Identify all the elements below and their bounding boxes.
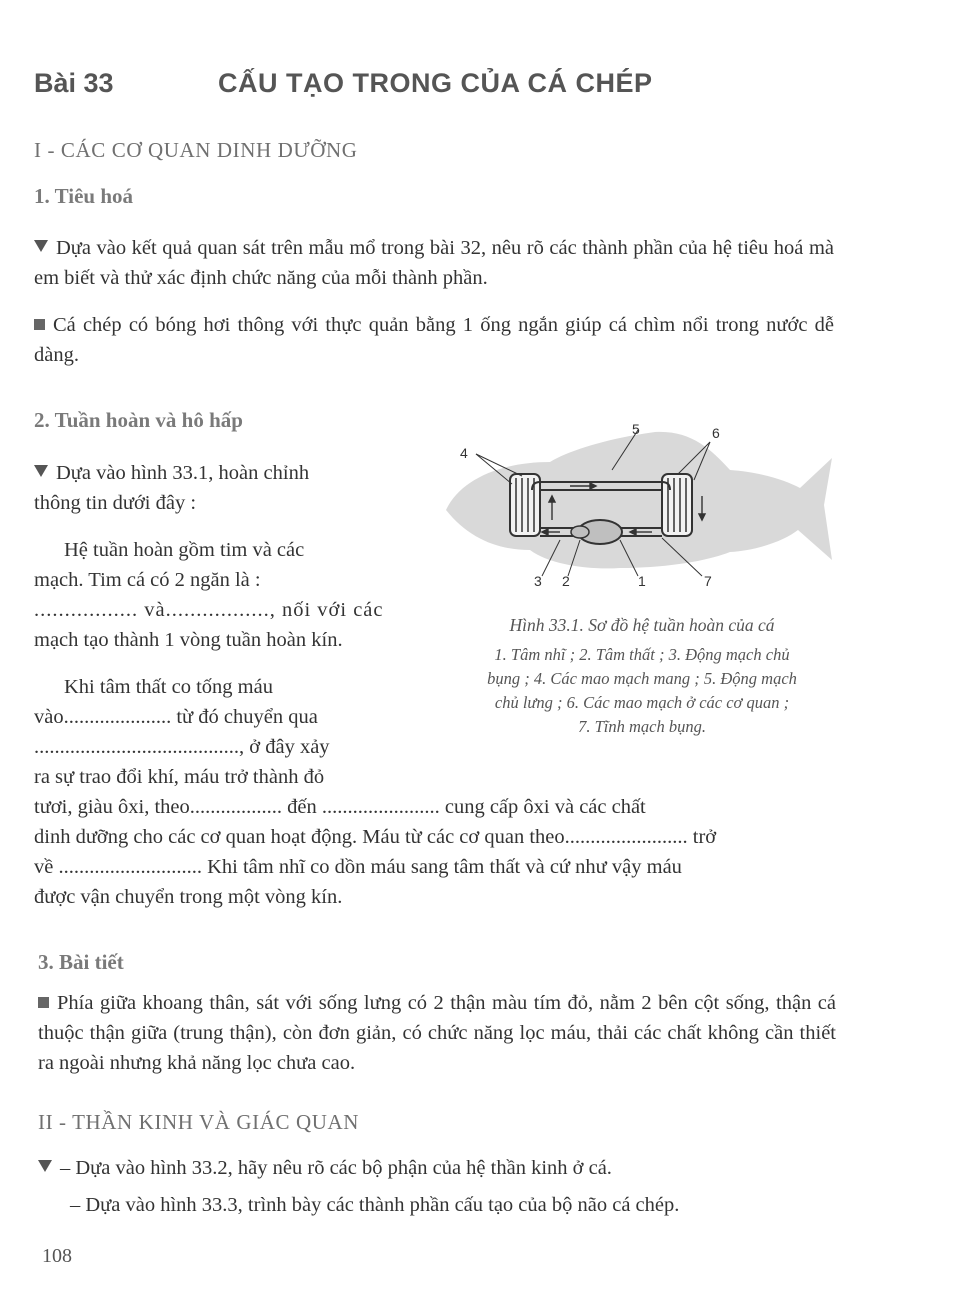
ventricle <box>571 526 589 538</box>
p2-line1: Khi tâm thất co tống máu <box>64 676 273 698</box>
lesson-title: CẤU TẠO TRONG CỦA CÁ CHÉP <box>218 68 653 98</box>
figure-caption-line3: chủ lưng ; 6. Các mao mạch ở các cơ quan ; <box>494 693 790 712</box>
section2-task2: – Dựa vào hình 33.3, trình bày các thành phần cấu tạo của bộ não cá chép. <box>70 1194 680 1216</box>
circulation-task-line1 <box>34 458 408 488</box>
circulation-paragraph-1 <box>34 535 408 655</box>
circulation-paragraph-2a <box>34 672 408 792</box>
square-bullet-icon <box>34 319 45 330</box>
p2-line2: vào..................... từ đó chuyển qua <box>34 706 318 728</box>
figure-caption-title: Hình 33.1. Sơ đồ hệ tuần hoàn của cá <box>509 615 775 635</box>
section2-task1 <box>38 1153 838 1183</box>
p2-line4: ra sự trao đổi khí, máu trở thành đỏ <box>34 766 325 788</box>
excretion-note <box>38 988 836 1078</box>
label-1: 1 <box>638 573 646 589</box>
label-4: 4 <box>460 445 468 461</box>
section2-task1-text: – Dựa vào hình 33.2, hãy nêu rõ các bộ phận của hệ thần kinh ở cá. <box>60 1157 612 1179</box>
circulation-task <box>34 458 408 518</box>
label-7: 7 <box>704 573 712 589</box>
p2-line7: về ............................ Khi tâm nhĩ co dồn máu sang tâm thất và cứ như vậy máu <box>34 856 682 878</box>
digestion-task-text: Dựa vào kết quả quan sát trên mẫu mổ trong bài 32, nêu rõ các thành phần của hệ tiêu hoá mà em biết và thử xác định chức năng của mỗi thành phần. <box>34 237 834 289</box>
circulation-task-line2: thông tin dưới đây : <box>34 492 197 514</box>
figure-caption <box>440 613 844 739</box>
label-2: 2 <box>562 573 570 589</box>
digestion-note <box>34 310 834 370</box>
label-5: 5 <box>632 421 640 437</box>
label-3: 3 <box>534 573 542 589</box>
circulation-heading: 2. Tuần hoàn và hô hấp <box>34 408 243 432</box>
digestion-note-text: Cá chép có bóng hơi thông với thực quản bằng 1 ống ngắn giúp cá chìm nổi trong nước dễ dàng. <box>34 314 834 366</box>
figure-caption-line2: bụng ; 4. Các mao mạch mang ; 5. Động mạch <box>487 669 797 688</box>
fish-circulation-svg <box>440 410 840 600</box>
page-number: 108 <box>42 1245 72 1267</box>
triangle-bullet-icon <box>34 240 48 252</box>
p2-line3: ........................................, ở đây xảy <box>34 736 330 758</box>
excretion-note-text: Phía giữa khoang thân, sát với sống lưng có 2 thận màu tím đỏ, nằm 2 bên cột sống, thận cá thuộc thận giữa (trung thận), còn đơn giản, có chức năng lọc máu, thải các chất không cần thiết ra ngoài nhưng khả năng lọc chưa cao. <box>38 992 836 1074</box>
triangle-bullet-icon <box>38 1160 52 1172</box>
triangle-bullet-icon <box>34 465 48 477</box>
circulation-paragraph-2b <box>34 792 836 912</box>
p2-line6: dinh dưỡng cho các cơ quan hoạt động. Máu từ các cơ quan theo........................ trở <box>34 826 717 848</box>
figure-caption-line4: 7. Tĩnh mạch bụng. <box>578 717 706 736</box>
lesson-number: Bài 33 <box>34 68 114 98</box>
p2-line8: được vận chuyển trong một vòng kín. <box>34 886 343 908</box>
digestion-heading: 1. Tiêu hoá <box>34 184 134 208</box>
section2-heading: II - THẦN KINH VÀ GIÁC QUAN <box>38 1110 360 1134</box>
label-6: 6 <box>712 425 720 441</box>
figure-caption-line1: 1. Tâm nhĩ ; 2. Tâm thất ; 3. Động mạch chủ <box>494 645 790 664</box>
section1-heading: I - CÁC CƠ QUAN DINH DƯỠNG <box>34 138 358 162</box>
circulation-task-line1-text: Dựa vào hình 33.1, hoàn chỉnh <box>56 462 310 484</box>
circulatory-diagram <box>440 410 840 600</box>
digestion-task <box>34 233 834 293</box>
p1-line1: Hệ tuần hoàn gồm tim và các <box>64 539 305 561</box>
p1-line2: mạch. Tim cá có 2 ngăn là : <box>34 569 261 591</box>
square-bullet-icon <box>38 997 49 1008</box>
p2-line5: tươi, giàu ôxi, theo.................. đến ....................... cung cấp ôxi và các chất <box>34 796 646 818</box>
fish-body <box>446 432 832 569</box>
excretion-heading: 3. Bài tiết <box>38 950 124 974</box>
p1-line3: ................. và................., nối với các <box>34 599 384 621</box>
p1-line4: mạch tạo thành 1 vòng tuần hoàn kín. <box>34 629 343 651</box>
